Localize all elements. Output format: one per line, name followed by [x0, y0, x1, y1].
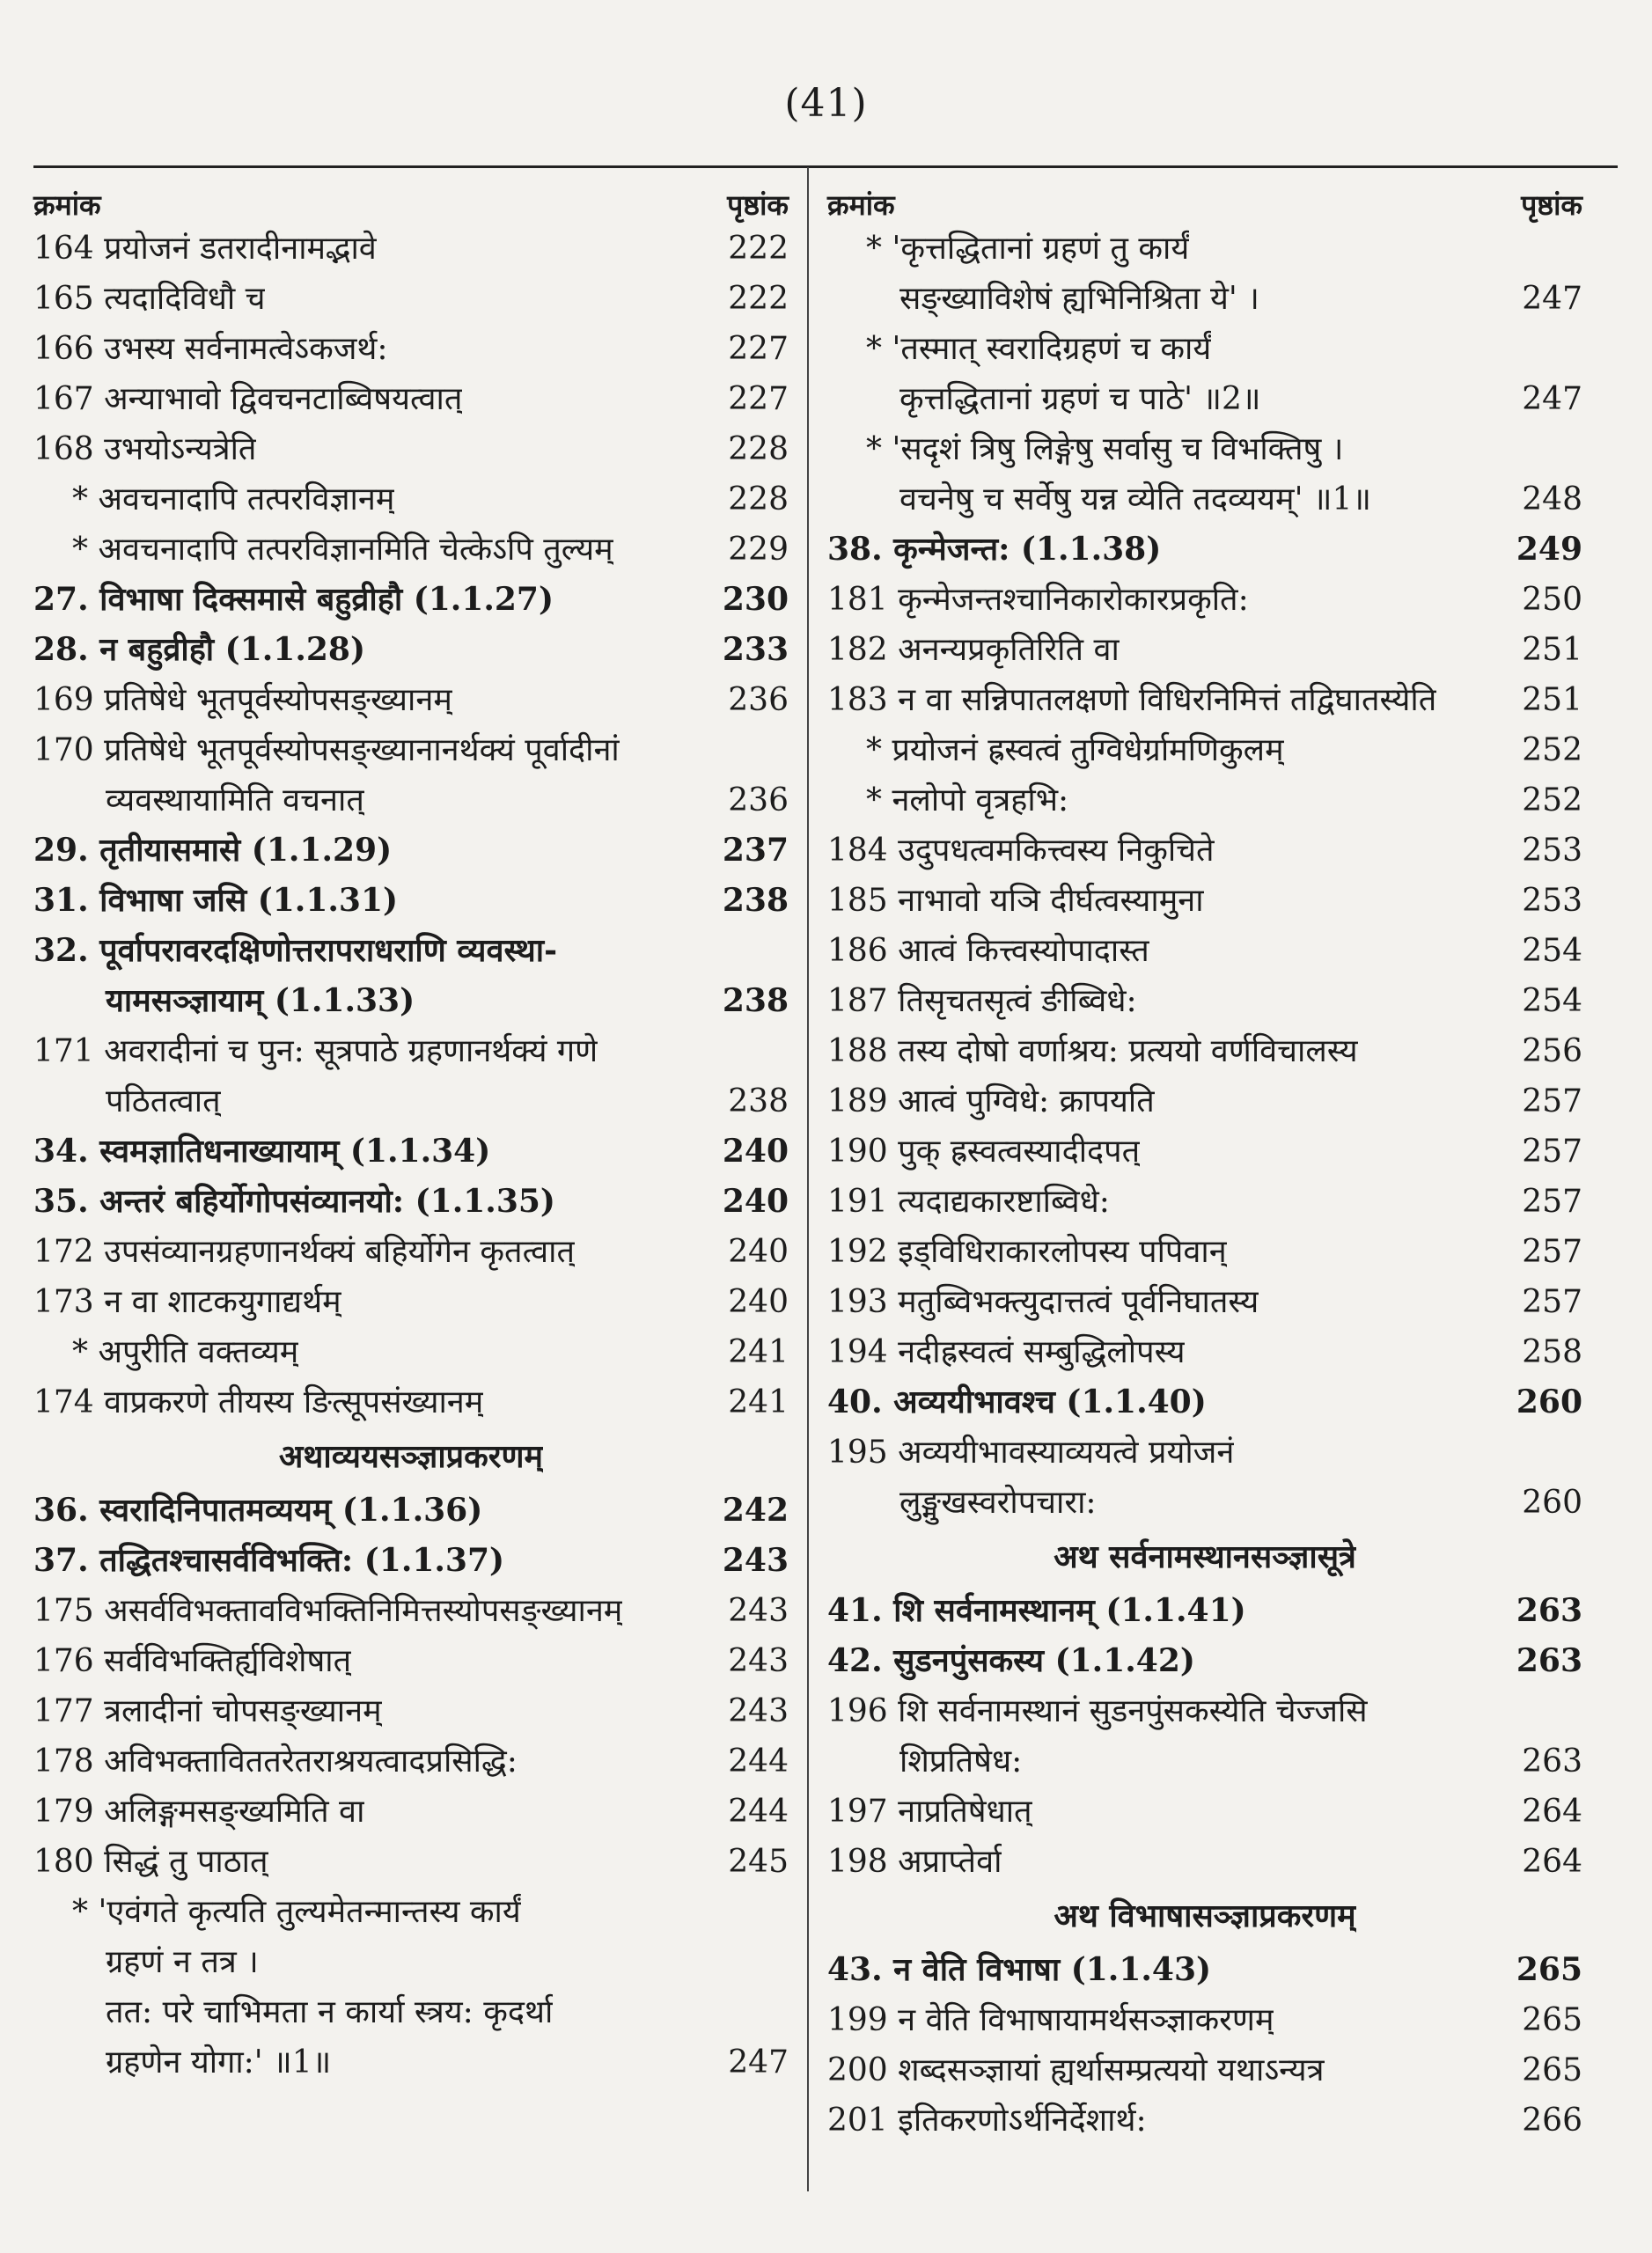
index-entry [827, 1586, 1582, 1636]
index-entry [33, 1536, 789, 1586]
entry-text: 172 उपसंव्यानग्रहणानर्थक्यं बहिर्योगेन कृतत्वात् [33, 1234, 575, 1270]
entry-text: * 'तस्मात् स्वरादिग्रहणं च कार्यं [866, 331, 1212, 367]
header-rule [33, 165, 1618, 168]
index-entry [827, 1686, 1582, 1736]
entry-page: 247 [1522, 281, 1582, 317]
entry-text: 188 तस्य दोषो वर्णाश्रय: प्रत्ययो वर्णविचालस्य [827, 1033, 1358, 1069]
entry-text: 185 नाभावो यञि दीर्घत्वस्यामुना [827, 883, 1204, 919]
index-entry [827, 274, 1582, 324]
section-heading [827, 1528, 1582, 1586]
right-entries [827, 224, 1582, 2146]
index-entry [33, 1486, 789, 1536]
index-entry [827, 1995, 1582, 2045]
index-entry [33, 1586, 789, 1636]
entry-page: 240 [728, 1234, 789, 1270]
entry-page: 265 [1516, 1951, 1582, 1988]
index-entry [827, 876, 1582, 926]
serial-header: क्रमांक [827, 188, 895, 222]
entry-page: 256 [1522, 1033, 1582, 1069]
index-entry [827, 575, 1582, 625]
index-entry [33, 2037, 789, 2088]
index-entry [827, 1026, 1582, 1076]
entry-text: 192 इड्विधिराकारलोपस्य पपिवान् [827, 1234, 1227, 1270]
index-entry [827, 2095, 1582, 2146]
index-entry [827, 1227, 1582, 1277]
index-entry [827, 625, 1582, 675]
entry-page: 257 [1522, 1284, 1582, 1320]
index-entry [33, 1887, 789, 1937]
entry-text: 167 अन्याभावो द्विवचनटाब्विषयत्वात् [33, 381, 463, 417]
serial-header: क्रमांक [33, 188, 101, 222]
index-entry [33, 926, 789, 976]
entry-text: 42. सुडनपुंसकस्य (1.1.42) [827, 1642, 1195, 1679]
left-column [33, 172, 789, 2088]
entry-text: 177 त्रलादीनां चोपसङ्ख्यानम् [33, 1693, 382, 1729]
index-entry [827, 424, 1582, 474]
index-entry [827, 826, 1582, 876]
index-entry [33, 1277, 789, 1327]
entry-text: ग्रहणेन योगा:' ॥1॥ [106, 2044, 332, 2081]
index-entry [827, 1076, 1582, 1126]
entry-text: 180 सिद्धं तु पाठात् [33, 1844, 268, 1880]
entry-page: 247 [728, 2044, 789, 2081]
entry-text: 36. स्वरादिनिपातमव्ययम् (1.1.36) [33, 1492, 483, 1529]
entry-text: 181 कृन्मेजन्तश्चानिकारोकारप्रकृति: [827, 582, 1249, 618]
entry-text: लुङ्मुखस्वरोपचारा: [899, 1485, 1097, 1521]
entry-page: 253 [1522, 833, 1582, 869]
entry-page: 264 [1522, 1844, 1582, 1880]
entry-text: 191 त्यदाद्यकारष्टाब्विधे: [827, 1184, 1110, 1220]
index-entry [33, 1126, 789, 1177]
entry-page: 238 [722, 982, 789, 1019]
entry-text: * अवचनादापि तत्परविज्ञानम् [72, 481, 395, 517]
index-entry [827, 1427, 1582, 1478]
entry-page: 243 [728, 1693, 789, 1729]
index-entry [827, 976, 1582, 1026]
index-entry [827, 1837, 1582, 1887]
entry-page: 265 [1522, 2002, 1582, 2038]
entry-text: ग्रहणं न तत्र । [106, 1944, 259, 1980]
index-entry [33, 725, 789, 775]
entry-text: * नलोपो वृत्रहभि: [866, 782, 1069, 818]
entry-text: * 'सदृशं त्रिषु लिङ्गेषु सर्वासु च विभक्तिषु । [866, 431, 1344, 467]
index-entry [33, 1987, 789, 2037]
entry-page: 260 [1516, 1383, 1582, 1420]
entry-page: 244 [728, 1743, 789, 1780]
entry-page: 253 [1522, 883, 1582, 919]
index-entry [827, 775, 1582, 826]
index-entry [827, 1736, 1582, 1787]
section-heading [827, 1887, 1582, 1945]
entry-text: 174 वाप्रकरणे तीयस्य ङित्सूपसंख्यानम् [33, 1384, 484, 1420]
entry-page: 257 [1522, 1083, 1582, 1119]
entry-text: 43. न वेति विभाषा (1.1.43) [827, 1951, 1212, 1988]
entry-page: 248 [1522, 481, 1582, 517]
index-entry [827, 2045, 1582, 2095]
entry-text: 200 शब्दसञ्ज्ञायां ह्यर्थासम्प्रत्ययो यथाऽन्यत्र [827, 2052, 1325, 2088]
entry-page: 233 [722, 631, 789, 668]
entry-page: 263 [1516, 1642, 1582, 1679]
entry-page: 228 [728, 481, 789, 517]
index-entry [33, 474, 789, 525]
entry-page: 250 [1522, 582, 1582, 618]
entry-text: 164 प्रयोजनं डतरादीनामद्भावे [33, 231, 377, 267]
entry-text: अथ सर्वनामस्थानसञ्ज्ञासूत्रे [1054, 1538, 1356, 1575]
index-entry [33, 1076, 789, 1126]
entry-text: 34. स्वमज्ञातिधनाख्यायाम् (1.1.34) [33, 1133, 491, 1170]
entry-text: 190 पुक् ह्रस्वत्वस्यादीदपत् [827, 1134, 1141, 1170]
entry-page: 227 [728, 381, 789, 417]
entry-text: * 'एवंगते कृत्यति तुल्यमेतन्मान्तस्य कार्यं [72, 1894, 521, 1930]
left-entries [33, 224, 789, 2088]
entry-text: * अवचनादापि तत्परविज्ञानमिति चेत्केऽपि तुल्यम् [72, 532, 613, 568]
entry-text: सङ्ख्याविशेषं ह्यभिनिश्रिता ये' । [899, 281, 1259, 317]
entry-page: 251 [1522, 632, 1582, 668]
index-entry [827, 1126, 1582, 1177]
entry-text: 28. न बहुव्रीहौ (1.1.28) [33, 631, 365, 668]
entry-text: 169 प्रतिषेधे भूतपूर्वस्योपसङ्ख्यानम् [33, 682, 452, 718]
index-entry [827, 1327, 1582, 1377]
entry-text: 35. अन्तरं बहिर्योगोपसंव्यानयो: (1.1.35) [33, 1183, 555, 1220]
entry-text: यामसञ्ज्ञायाम् (1.1.33) [106, 982, 415, 1019]
entry-text: अथ विभाषासञ्ज्ञाप्रकरणम् [1054, 1897, 1356, 1934]
entry-text: 201 इतिकरणोऽर्थनिर्देशार्थ: [827, 2103, 1147, 2139]
entry-text: 41. शि सर्वनामस्थानम् (1.1.41) [827, 1592, 1246, 1629]
entry-text: 37. तद्धितश्चासर्वविभक्ति: (1.1.37) [33, 1542, 505, 1579]
index-entry [827, 926, 1582, 976]
index-entry [33, 1686, 789, 1736]
entry-page: 238 [728, 1083, 789, 1119]
section-heading [33, 1427, 789, 1486]
entry-text: 168 उभयोऽन्यत्रेति [33, 431, 257, 467]
index-entry [33, 274, 789, 324]
entry-page: 230 [722, 581, 789, 618]
entry-page: 240 [728, 1284, 789, 1320]
index-entry [33, 1377, 789, 1427]
entry-page: 240 [722, 1183, 789, 1220]
entry-text: अथाव्ययसञ्ज्ञाप्रकरणम् [278, 1438, 544, 1475]
entry-text: * प्रयोजनं ह्रस्वत्वं तुग्विधेर्ग्रामणिकुलम् [866, 732, 1284, 768]
entry-page: 238 [722, 882, 789, 919]
entry-text: 198 अप्राप्तेर्वा [827, 1844, 1002, 1880]
index-entry [33, 1736, 789, 1787]
entry-text: 173 न वा शाटकयुगाद्यर्थम् [33, 1284, 341, 1320]
entry-text: शिप्रतिषेध: [899, 1743, 1023, 1780]
entry-page: 254 [1522, 933, 1582, 969]
entry-text: कृत्तद्धितानां ग्रहणं च पाठे' ॥2॥ [899, 381, 1261, 417]
entry-page: 249 [1516, 531, 1582, 568]
entry-text: 171 अवरादीनां च पुन: सूत्रपाठे ग्रहणानर्थक्यं गणे [33, 1033, 598, 1069]
index-entry [33, 675, 789, 725]
entry-text: * 'कृत्तद्धितानां ग्रहणं तु कार्यं [866, 231, 1190, 267]
index-entry [827, 324, 1582, 374]
entry-text: 183 न वा सन्निपातलक्षणो विधिरनिमित्तं तद्विघातस्येति [827, 682, 1437, 718]
entry-text: 178 अविभक्ताविततरेतराश्रयत्वादप्रसिद्धि: [33, 1743, 518, 1780]
entry-page: 245 [728, 1844, 789, 1880]
entry-page: 236 [728, 682, 789, 718]
entry-page: 240 [722, 1133, 789, 1170]
index-entry [33, 1327, 789, 1377]
entry-text: 29. तृतीयासमासे (1.1.29) [33, 832, 393, 869]
entry-page: 260 [1522, 1485, 1582, 1521]
index-entry [33, 1837, 789, 1887]
entry-text: 184 उदुपधत्वमकित्त्वस्य निकुचिते [827, 833, 1215, 869]
entry-text: 194 नदीह्रस्वत्वं सम्बुद्धिलोपस्य [827, 1334, 1186, 1370]
entry-page: 243 [728, 1643, 789, 1679]
index-entry [33, 1636, 789, 1686]
entry-text: पठितत्वात् [106, 1083, 221, 1119]
index-entry [827, 1177, 1582, 1227]
entry-text: 195 अव्ययीभावस्याव्ययत्वे प्रयोजनं [827, 1435, 1235, 1471]
entry-page: 247 [1522, 381, 1582, 417]
entry-page: 252 [1522, 782, 1582, 818]
entry-text: व्यवस्थायामिति वचनात् [106, 782, 364, 818]
entry-page: 222 [728, 231, 789, 267]
entry-text: 170 प्रतिषेधे भूतपूर्वस्योपसङ्ख्यानानर्थक्यं पूर्वादीनां [33, 732, 620, 768]
entry-page: 264 [1522, 1794, 1582, 1830]
index-entry [33, 1787, 789, 1837]
index-entry [33, 1937, 789, 1987]
entry-text: 193 मतुब्विभक्त्युदात्तत्वं पूर्वनिघातस्य [827, 1284, 1259, 1320]
index-entry [33, 826, 789, 876]
entry-text: 27. विभाषा दिक्समासे बहुव्रीहौ (1.1.27) [33, 581, 554, 618]
entry-page: 252 [1522, 732, 1582, 768]
entry-text: 176 सर्वविभक्तिर्ह्यविशेषात् [33, 1643, 352, 1679]
index-entry [33, 525, 789, 575]
entry-page: 241 [728, 1384, 789, 1420]
entry-page: 242 [722, 1492, 789, 1529]
index-entry [33, 1227, 789, 1277]
entry-page: 263 [1522, 1743, 1582, 1780]
entry-page: 266 [1522, 2103, 1582, 2139]
index-entry [827, 224, 1582, 274]
entry-text: * अपुरीति वक्तव्यम् [72, 1334, 299, 1370]
index-entry [33, 324, 789, 374]
index-entry [827, 1636, 1582, 1686]
entry-text: 199 न वेति विभाषायामर्थसञ्ज्ञाकरणम् [827, 2002, 1274, 2038]
entry-text: 165 त्यदादिविधौ च [33, 281, 266, 317]
entry-page: 257 [1522, 1134, 1582, 1170]
entry-text: 189 आत्वं पुग्विधे: क्रापयति [827, 1083, 1155, 1119]
entry-text: 179 अलिङ्गमसङ्ख्यमिति वा [33, 1794, 365, 1830]
index-entry [33, 775, 789, 826]
entry-page: 236 [728, 782, 789, 818]
right-column-header [827, 172, 1582, 224]
index-entry [827, 1945, 1582, 1995]
entry-page: 258 [1522, 1334, 1582, 1370]
entry-text: 31. विभाषा जसि (1.1.31) [33, 882, 399, 919]
left-column-header [33, 172, 789, 224]
index-entry [33, 976, 789, 1026]
entry-page: 237 [722, 832, 789, 869]
index-entry [33, 424, 789, 474]
index-entry [33, 224, 789, 274]
entry-page: 241 [728, 1334, 789, 1370]
index-entry [827, 675, 1582, 725]
entry-text: 197 नाप्रतिषेधात् [827, 1794, 1032, 1830]
entry-text: 196 शि सर्वनामस्थानं सुडनपुंसकस्येति चेज्जसि [827, 1693, 1368, 1729]
entry-text: 32. पूर्वापरावरदक्षिणोत्तरापराधराणि व्यवस्था- [33, 932, 558, 969]
page-number: (41) [784, 81, 868, 126]
index-entry [33, 625, 789, 675]
entry-text: 38. कृन्मेजन्त: (1.1.38) [827, 531, 1162, 568]
column-divider [807, 167, 809, 2191]
index-entry [827, 525, 1582, 575]
entry-text: 166 उभस्य सर्वनामत्वेऽकजर्थ: [33, 331, 388, 367]
index-entry [827, 725, 1582, 775]
entry-page: 265 [1522, 2052, 1582, 2088]
entry-page: 251 [1522, 682, 1582, 718]
index-entry [827, 1478, 1582, 1528]
index-entry [827, 1277, 1582, 1327]
entry-page: 243 [722, 1542, 789, 1579]
page-header: पृष्ठांक [727, 188, 789, 222]
index-entry [827, 1787, 1582, 1837]
entry-page: 228 [728, 431, 789, 467]
entry-page: 244 [728, 1794, 789, 1830]
index-entry [827, 474, 1582, 525]
entry-page: 254 [1522, 983, 1582, 1019]
entry-page: 257 [1522, 1234, 1582, 1270]
page-header: पृष्ठांक [1521, 188, 1582, 222]
index-entry [33, 1177, 789, 1227]
right-column [827, 172, 1582, 2146]
index-entry [33, 575, 789, 625]
index-entry [827, 1377, 1582, 1427]
entry-page: 229 [728, 532, 789, 568]
entry-text: 40. अव्ययीभावश्च (1.1.40) [827, 1383, 1207, 1420]
index-entry [827, 374, 1582, 424]
entry-text: 182 अनन्यप्रकृतिरिति वा [827, 632, 1120, 668]
entry-text: वचनेषु च सर्वेषु यन्न व्येति तदव्ययम्' ॥1॥ [899, 481, 1371, 517]
entry-page: 243 [728, 1593, 789, 1629]
entry-text: 186 आत्वं कित्त्वस्योपादास्त [827, 933, 1149, 969]
entry-page: 257 [1522, 1184, 1582, 1220]
entry-text: 187 तिसृचतसृत्वं ङीब्विधे: [827, 983, 1137, 1019]
entry-text: तत: परे चाभिमता न कार्या स्त्रय: कृदर्था [106, 1994, 554, 2030]
entry-page: 263 [1516, 1592, 1582, 1629]
index-entry [33, 374, 789, 424]
entry-page: 227 [728, 331, 789, 367]
entry-page: 222 [728, 281, 789, 317]
index-entry [33, 876, 789, 926]
index-entry [33, 1026, 789, 1076]
entry-text: 175 असर्वविभक्तावविभक्तिनिमित्तस्योपसङ्ख्यानम् [33, 1593, 623, 1629]
